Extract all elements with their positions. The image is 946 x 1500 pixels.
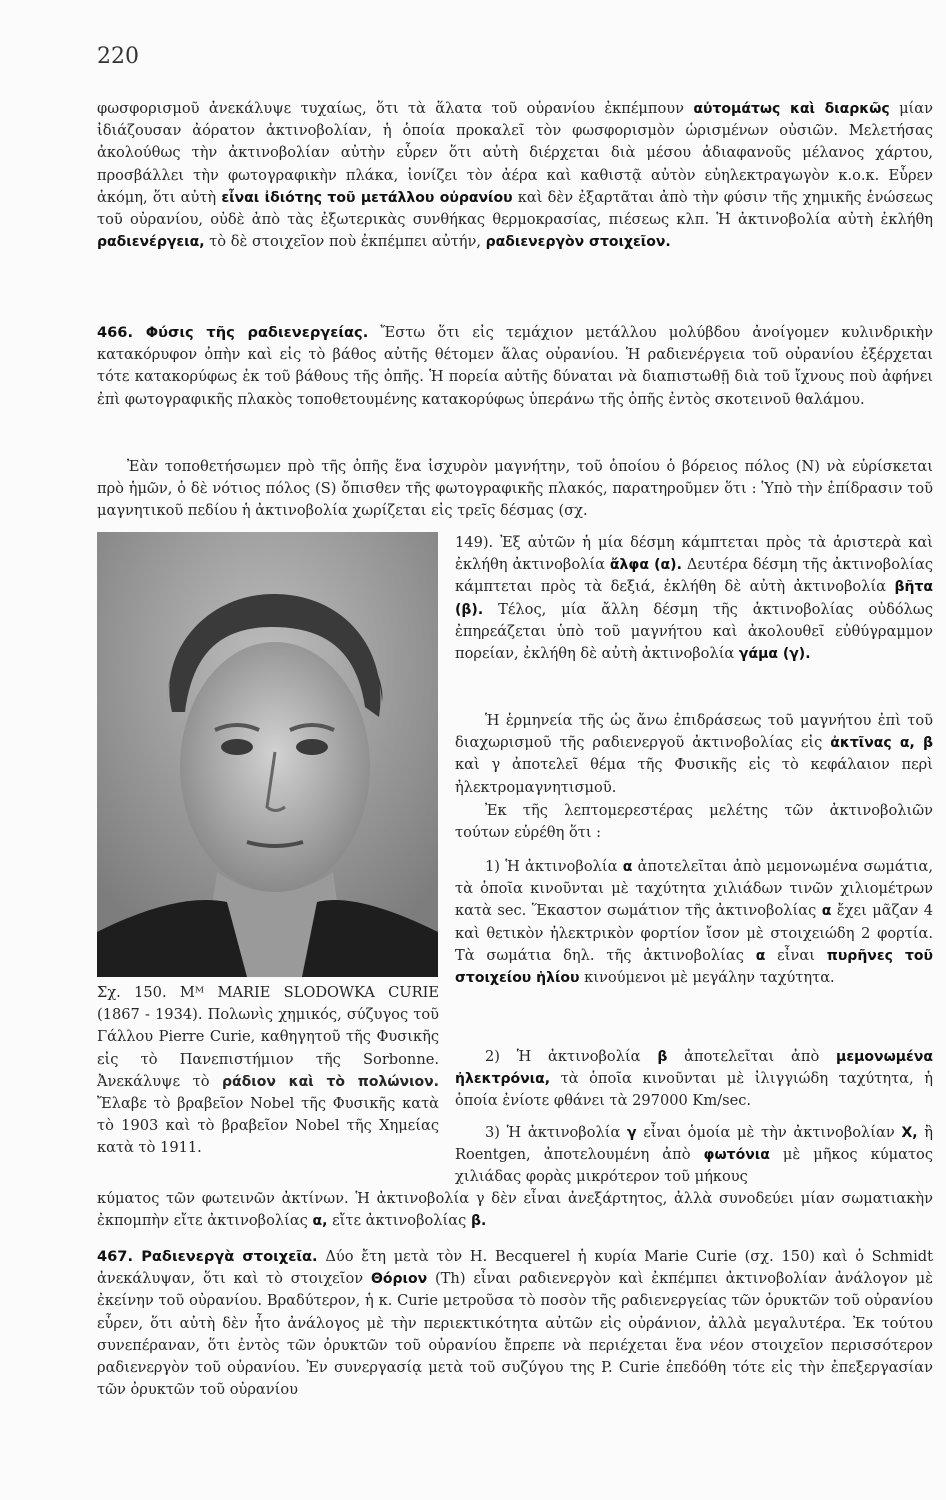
figure-150-caption: Σχ. 150. Mᴹ MARIE SLODOWKA CURIE (1867 - 1934). Πολωνὶς χημικός, σύζυγος τοῦ Γάλλου Pierre Curie, καθηγητοῦ τῆς Φυσικῆς εἰς τὸ Πανεπιστήμιον τῆς Sorbonne. Ἀνεκάλυψε τὸ ράδιον καὶ τὸ πολώνιον. Ἔλαβε τὸ βραβεῖον Nobel τῆς Φυσικῆς κατὰ τὸ 1903 καὶ τὸ βραβεῖον Nobel τῆς Χημείας κατὰ τὸ 1911.	[97, 984, 439, 1157]
alpha-radiation-paragraph: 1) Ἡ ἀκτινοβολία α ἀποτελεῖται ἀπὸ μεμονωμένα σωμάτια, τὰ ὁποῖα κινοῦνται μὲ ταχύτητα χιλιάδων τινῶν χιλιομέτρων κατὰ sec. Ἕκαστον σωμάτιον τῆς ἀκτινοβολίας α ἔχει μᾶζαν 4 καὶ θετικὸν ἠλεκτρικὸν φορτίον ἴσον μὲ στοιχειώδη 2 φορτία. Τὰ σωμάτια δηλ. τῆς ἀκτινοβολίας α εἶναι πυρῆνες τοῦ στοιχείου ἡλίου κινούμενοι μὲ μεγάλην ταχύτητα.	[455, 858, 933, 987]
section-466-magnet-paragraph: Ἐὰν τοποθετήσωμεν πρὸ τῆς ὀπῆς ἕνα ἰσχυρὸν μαγνήτην, τοῦ ὁποίου ὁ βόρειος πόλος (N) νὰ εὑρίσκεται πρὸ ἡμῶν, ὁ δὲ νότιος πόλος (S) ὄπισθεν τῆς φωτογραφικῆς πλακός, παρατηροῦμεν ὅτι : Ὑπὸ τὴν ἐπίδρασιν τοῦ μαγνητικοῦ πεδίου ἡ ἀκτινοβολία χωρίζεται εἰς τρεῖς δέσμας (σχ.	[97, 458, 933, 520]
interpretation-paragraph: Ἡ ἑρμηνεία τῆς ὡς ἄνω ἐπιδράσεως τοῦ μαγνήτου ἐπὶ τοῦ διαχωρισμοῦ τῆς ραδιενεργοῦ ἀκτινοβολίας εἰς ἀκτῖνας α, β καὶ γ ἀποτελεῖ θέμα τῆς Φυσικῆς εἰς τὸ κεφάλαιον περὶ ἠλεκτρομαγνητισμοῦ.	[455, 712, 933, 796]
beta-radiation-paragraph: 2) Ἡ ἀκτινοβολία β ἀποτελεῖται ἀπὸ μεμονωμένα ἠλεκτρόνια, τὰ ὁποῖα κινοῦνται μὲ ἰλιγγιώδη ταχύτητα, ἡ ὁποία ἐνίοτε φθάνει τὰ 297000 Km/sec.	[455, 1048, 933, 1110]
page-number: 220	[97, 44, 139, 69]
gamma-continuation-paragraph: κύματος τῶν φωτεινῶν ἀκτίνων. Ἡ ἀκτινοβολία γ δὲν εἶναι ἀνεξάρτητος, ἀλλὰ συνοδεύει μίαν σωματιακὴν ἐκπομπὴν εἴτε ἀκτινοβολίας α, εἴτε ἀκτινοβολίας β.	[97, 1190, 933, 1230]
gamma-radiation-paragraph: 3) Ἡ ἀκτινοβολία γ εἶναι ὁμοία μὲ τὴν ἀκτινοβολίαν X, ἢ Roentgen, ἀποτελουμένη ἀπὸ φωτόνια μὲ μῆκος κύματος χιλιάδας φορὰς μικρότερον τοῦ μήκους	[455, 1124, 933, 1186]
alpha-beta-gamma-paragraph: 149). Ἐξ αὐτῶν ἡ μία δέσμη κάμπτεται πρὸς τὰ ἀριστερὰ καὶ ἐκλήθη ἀκτινοβολία ἄλφα (α). Δευτέρα δέσμη τῆς ἀκτινοβολίας κάμπτεται πρὸς τὰ δεξιά, ἐκλήθη δὲ αὐτὴ ἀκτινοβολία βῆτα (β). Τέλος, μία ἄλλη δέσμη τῆς ἀκτινοβολίας οὐδόλως ἐπηρεάζεται ὑπὸ τοῦ μαγνήτου καὶ ἀκολουθεῖ εὐθύγραμμον πορείαν, ἐκλήθη δὲ αὐτὴ ἀκτινοβολία γάμα (γ).	[455, 534, 934, 663]
section-466-paragraph: 466. Φύσις τῆς ραδιενεργείας. Ἔστω ὅτι εἰς τεμάχιον μετάλλου μολύβδου ἀνοίγομεν κυλινδρικὴν κατακόρυφον ὀπὴν καὶ εἰς τὸ βάθος αὐτῆς θέτομεν ἅλας οὐρανίου. Ἡ ραδιενέργεια τοῦ οὐρανίου ἐξέρχεται τότε κατακορύφως ἐκ τοῦ βάθους τῆς ὀπῆς. Ἡ πορεία αὐτῆς δύναται νὰ διαπιστωθῇ διὰ τοῦ ἴχνους ποὺ ἀφήνει ἐπὶ φωτογραφικῆς πλακὸς τοποθετουμένης κατακορύφως ὑπεράνω τῆς ὀπῆς ἐντὸς σκοτεινοῦ θαλάμου.	[97, 324, 933, 408]
section-467-paragraph: 467. Ραδιενεργὰ στοιχεῖα. Δύο ἔτη μετὰ τὸν H. Becquerel ἡ κυρία Marie Curie (σχ. 150) καὶ ὁ Schmidt ἀνεκάλυψαν, ὅτι καὶ τὸ στοιχεῖον Θόριον (Th) εἶναι ραδιενεργὸν καὶ ἐκπέμπει ἀκτινοβολίαν ἀνάλογον μὲ ἐκείνην τοῦ οὐρανίου. Βραδύτερον, ἡ κ. Curie μετροῦσα τὸ ποσὸν τῆς ραδιενεργείας τῶν ὀρυκτῶν τοῦ οὐρανίου εὗρεν, ὅτι αὐτὴ δὲν ἦτο ἀνάλογος μὲ τὴν περιεκτικότητα αὐτῶν εἰς οὐράνιον, ἀλλὰ μεγαλυτέρα. Ἐκ τούτου συνεπέραναν, ὅτι ἐντὸς τῶν ὀρυκτῶν τοῦ οὐρανίου ἔπρεπε νὰ περιέχεται ἕνα νέον στοιχεῖον περισσότερον ραδιενεργὸν τοῦ οὐρανίου. Ἐν συνεργασίᾳ μετὰ τοῦ συζύγου της P. Curie ἐπεδόθη τότε εἰς τὴν ἐπεξεργασίαν τῶν ὀρυκτῶν τοῦ οὐρανίου	[97, 1248, 934, 1399]
marie-curie-portrait	[97, 532, 438, 977]
intro-paragraph: φωσφορισμοῦ ἀνεκάλυψε τυχαίως, ὅτι τὰ ἅλατα τοῦ οὐρανίου ἐκπέμπουν αὐτομάτως καὶ διαρκῶς μίαν ἰδιάζουσαν ἀόρατον ἀκτινοβολίαν, ἡ ὁποία προκαλεῖ τὸν φωσφορισμὸν ὡρισμένων οὐσιῶν. Μελετήσας ἀκολούθως τὴν ἀκτινοβολίαν αὐτὴν εὗρεν ὅτι αὐτὴ διέρχεται διὰ μέσου ἀδιαφανοῦς μέλανος χάρτου, προσβάλλει τὴν φωτογραφικὴν πλάκα, ἰονίζει τὸν ἀέρα καὶ καθιστᾷ αὐτὸν εὐηλεκτραγωγὸν κ.ο.κ. Εὗρεν ἀκόμη, ὅτι αὐτὴ εἶναι ἰδιότης τοῦ μετάλλου οὐρανίου καὶ δὲν ἐξαρτᾶται ἀπὸ τὴν φύσιν τῆς χημικῆς ἑνώσεως τοῦ οὐρανίου, οὐδὲ ἀπὸ τὰς ἐξωτερικὰς συνθήκας θερμοκρασίας, πιέσεως κλπ. Ἡ ἀκτινοβολία αὐτὴ ἐκλήθη ραδιενέργεια, τὸ δὲ στοιχεῖον ποὺ ἐκπέμπει αὐτήν, ραδιενεργὸν στοιχεῖον.	[97, 100, 933, 251]
section-467-heading: 467. Ραδιενεργὰ στοιχεῖα.	[97, 1248, 318, 1265]
findings-intro-paragraph: Ἐκ τῆς λεπτομερεστέρας μελέτης τῶν ἀκτινοβολιῶν τούτων εὑρέθη ὅτι :	[455, 802, 933, 842]
portrait-illustration	[97, 532, 438, 977]
section-466-heading: 466. Φύσις τῆς ραδιενεργείας.	[97, 324, 369, 341]
